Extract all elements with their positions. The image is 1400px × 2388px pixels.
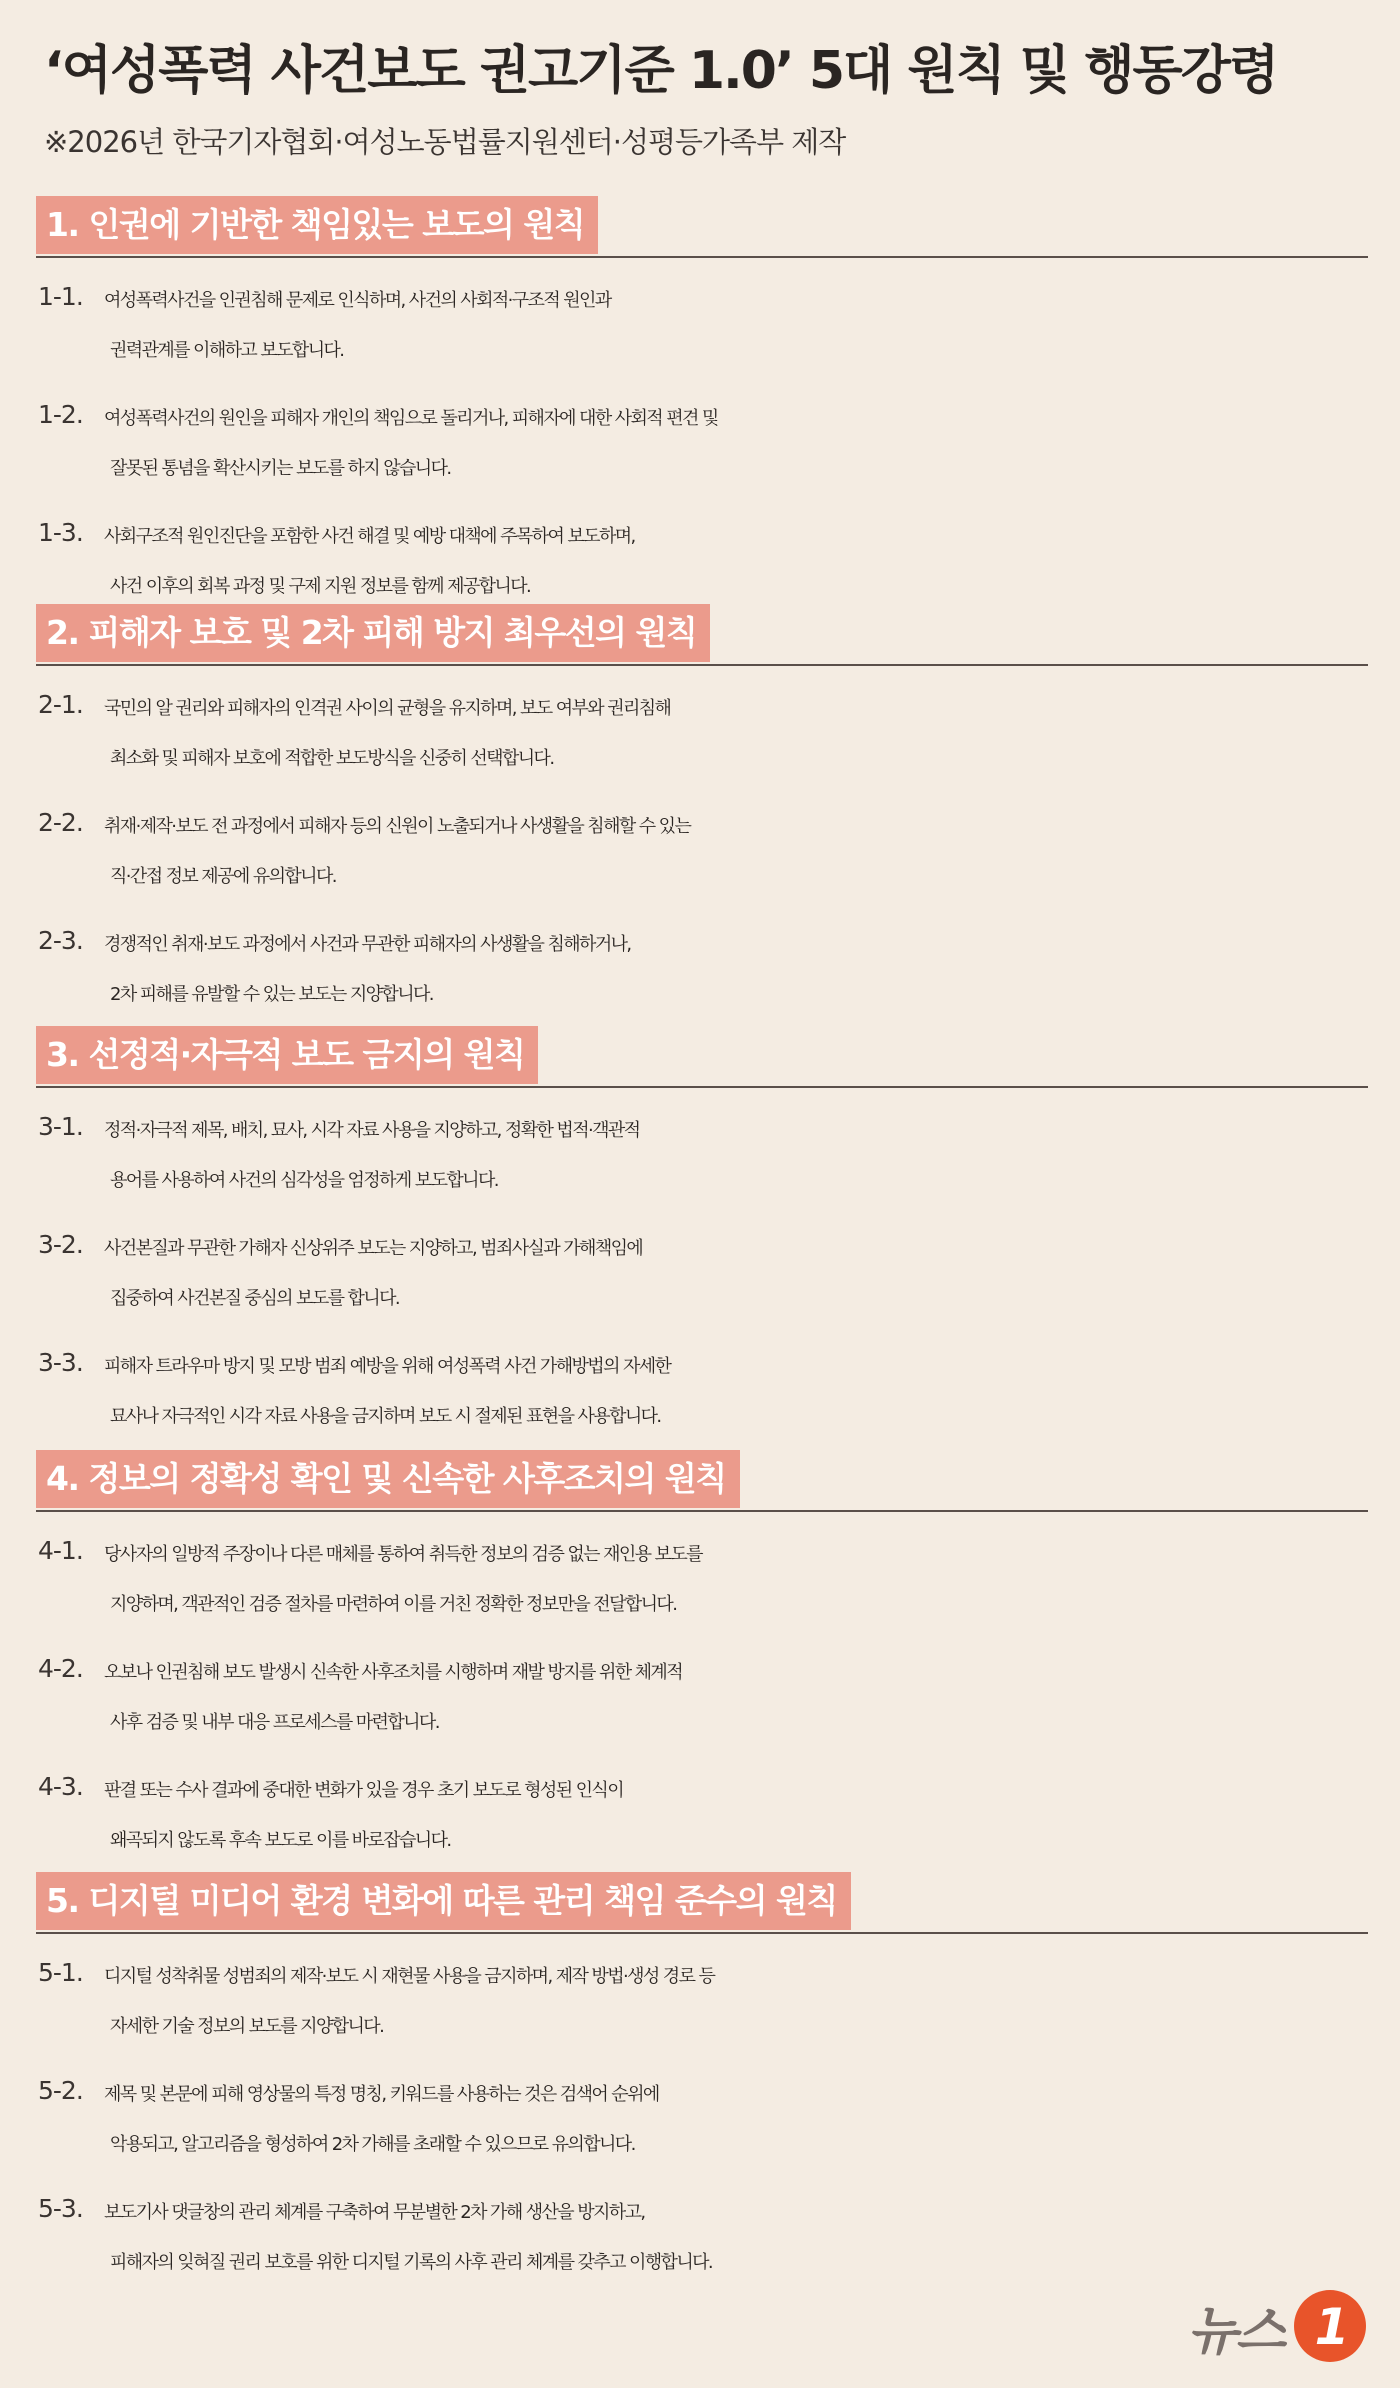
list-item (36, 512, 1368, 612)
section-3 (36, 1026, 1368, 1442)
item-text-line: 취재·제작·보도 전 과정에서 피해자 등의 신원이 노출되거나 사생활을 침해할 수 있는 (104, 816, 691, 837)
list-item (36, 920, 1368, 1020)
item-text-line: 사회구조적 원인진단을 포함한 사건 해결 및 예방 대책에 주목하여 보도하며, (104, 526, 635, 547)
item-text-line: 제목 및 본문에 피해 영상물의 특정 명칭, 키워드를 사용하는 것은 검색어 순위에 (104, 2084, 659, 2105)
section-title: 1. 인권에 기반한 책임있는 보도의 원칙 (36, 196, 598, 254)
item-text-line: 직·간접 정보 제공에 유의합니다. (110, 866, 336, 887)
item-text-line: 왜곡되지 않도록 후속 보도로 이를 바로잡습니다. (110, 1830, 451, 1851)
item-text-line: 정적·자극적 제목, 배치, 묘사, 시각 자료 사용을 지양하고, 정확한 법적·객관적 (104, 1120, 640, 1141)
item-text-line: 최소화 및 피해자 보호에 적합한 보도방식을 신중히 선택합니다. (110, 748, 554, 769)
news1-logo (1188, 2286, 1370, 2366)
item-text-line: 사건본질과 무관한 가해자 신상위주 보도는 지양하고, 범죄사실과 가해책임에 (104, 1238, 643, 1259)
logo-text: 뉴스 (1187, 2301, 1284, 2362)
item-text-line: 집중하여 사건본질 중심의 보도를 합니다. (110, 1288, 400, 1309)
item-text-line: 2차 피해를 유발할 수 있는 보도는 지양합니다. (110, 984, 433, 1005)
item-text-line: 용어를 사용하여 사건의 심각성을 엄정하게 보도합니다. (110, 1170, 498, 1191)
section-title: 2. 피해자 보호 및 2차 피해 방지 최우선의 원칙 (36, 604, 710, 662)
item-number: 1-2. (38, 400, 83, 429)
section-2 (36, 604, 1368, 1020)
list-item (36, 276, 1368, 376)
item-number: 1-3. (38, 518, 83, 547)
item-number: 4-3. (38, 1772, 83, 1801)
item-number: 5-1. (38, 1958, 83, 1987)
list-item (36, 802, 1368, 902)
section-header (36, 604, 1368, 666)
item-number: 3-2. (38, 1230, 83, 1259)
section-1 (36, 196, 1368, 612)
section-4 (36, 1450, 1368, 1866)
news1-logo-icon (1290, 2286, 1370, 2366)
item-text-line: 사건 이후의 회복 과정 및 구제 지원 정보를 함께 제공합니다. (110, 576, 531, 597)
list-item (36, 1224, 1368, 1324)
section-title: 4. 정보의 정확성 확인 및 신속한 사후조치의 원칙 (36, 1450, 740, 1508)
list-item (36, 684, 1368, 784)
item-text-line: 여성폭력사건을 인권침해 문제로 인식하며, 사건의 사회적·구조적 원인과 (104, 290, 611, 311)
item-number: 4-1. (38, 1536, 83, 1565)
item-text-line: 당사자의 일방적 주장이나 다른 매체를 통하여 취득한 정보의 검증 없는 재인용 보도를 (104, 1544, 702, 1565)
list-item (36, 2070, 1368, 2170)
section-title: 3. 선정적·자극적 보도 금지의 원칙 (36, 1026, 538, 1084)
item-text-line: 국민의 알 권리와 피해자의 인격권 사이의 균형을 유지하며, 보도 여부와 권리침해 (104, 698, 671, 719)
item-text-line: 자세한 기술 정보의 보도를 지양합니다. (110, 2016, 384, 2037)
item-number: 2-3. (38, 926, 83, 955)
page-title: ‘여성폭력 사건보도 권고기준 1.0’ 5대 원칙 및 행동강령 (44, 41, 1278, 101)
item-text-line: 여성폭력사건의 원인을 피해자 개인의 책임으로 돌리거나, 피해자에 대한 사회적 편견 및 (104, 408, 718, 429)
item-text-line: 경쟁적인 취재·보도 과정에서 사건과 무관한 피해자의 사생활을 침해하거나, (104, 934, 631, 955)
item-number: 2-1. (38, 690, 83, 719)
item-text-line: 오보나 인권침해 보도 발생시 신속한 사후조치를 시행하며 재발 방지를 위한 체계적 (104, 1662, 683, 1683)
section-header (36, 196, 1368, 258)
section-5 (36, 1872, 1368, 2288)
item-number: 1-1. (38, 282, 83, 311)
item-text-line: 악용되고, 알고리즘을 형성하여 2차 가해를 초래할 수 있으므로 유의합니다. (110, 2134, 635, 2155)
item-number: 4-2. (38, 1654, 83, 1683)
list-item (36, 1648, 1368, 1748)
item-text-line: 피해자 트라우마 방지 및 모방 범죄 예방을 위해 여성폭력 사건 가해방법의 자세한 (104, 1356, 671, 1377)
item-number: 5-3. (38, 2194, 83, 2223)
item-number: 3-3. (38, 1348, 83, 1377)
item-text-line: 판결 또는 수사 결과에 중대한 변화가 있을 경우 초기 보도로 형성된 인식이 (104, 1780, 623, 1801)
list-item (36, 1952, 1368, 2052)
item-text-line: 사후 검증 및 내부 대응 프로세스를 마련합니다. (110, 1712, 439, 1733)
list-item (36, 394, 1368, 494)
logo-mark-text: 1 (1314, 2298, 1350, 2356)
item-text-line: 권력관계를 이해하고 보도합니다. (110, 340, 344, 361)
section-header (36, 1872, 1368, 1934)
item-number: 5-2. (38, 2076, 83, 2105)
list-item (36, 2188, 1368, 2288)
list-item (36, 1766, 1368, 1866)
item-text-line: 지양하며, 객관적인 검증 절차를 마련하여 이를 거친 정확한 정보만을 전달합니다. (110, 1594, 677, 1615)
item-number: 2-2. (38, 808, 83, 837)
item-text-line: 피해자의 잊혀질 권리 보호를 위한 디지털 기록의 사후 관리 체계를 갖추고 이행합니다. (110, 2252, 713, 2273)
section-header (36, 1026, 1368, 1088)
list-item (36, 1106, 1368, 1206)
item-number: 3-1. (38, 1112, 83, 1141)
section-title: 5. 디지털 미디어 환경 변화에 따른 관리 책임 준수의 원칙 (36, 1872, 851, 1930)
item-text-line: 묘사나 자극적인 시각 자료 사용을 금지하며 보도 시 절제된 표현을 사용합니다. (110, 1406, 661, 1427)
item-text-line: 보도기사 댓글창의 관리 체계를 구축하여 무분별한 2차 가해 생산을 방지하고, (104, 2202, 645, 2223)
item-text-line: 잘못된 통념을 확산시키는 보도를 하지 않습니다. (110, 458, 451, 479)
list-item (36, 1342, 1368, 1442)
list-item (36, 1530, 1368, 1630)
section-header (36, 1450, 1368, 1512)
page-subtitle: ※2026년 한국기자협회·여성노동법률지원센터·성평등가족부 제작 (44, 125, 846, 159)
item-text-line: 디지털 성착취물 성범죄의 제작·보도 시 재현물 사용을 금지하며, 제작 방법·생성 경로 등 (104, 1966, 715, 1987)
